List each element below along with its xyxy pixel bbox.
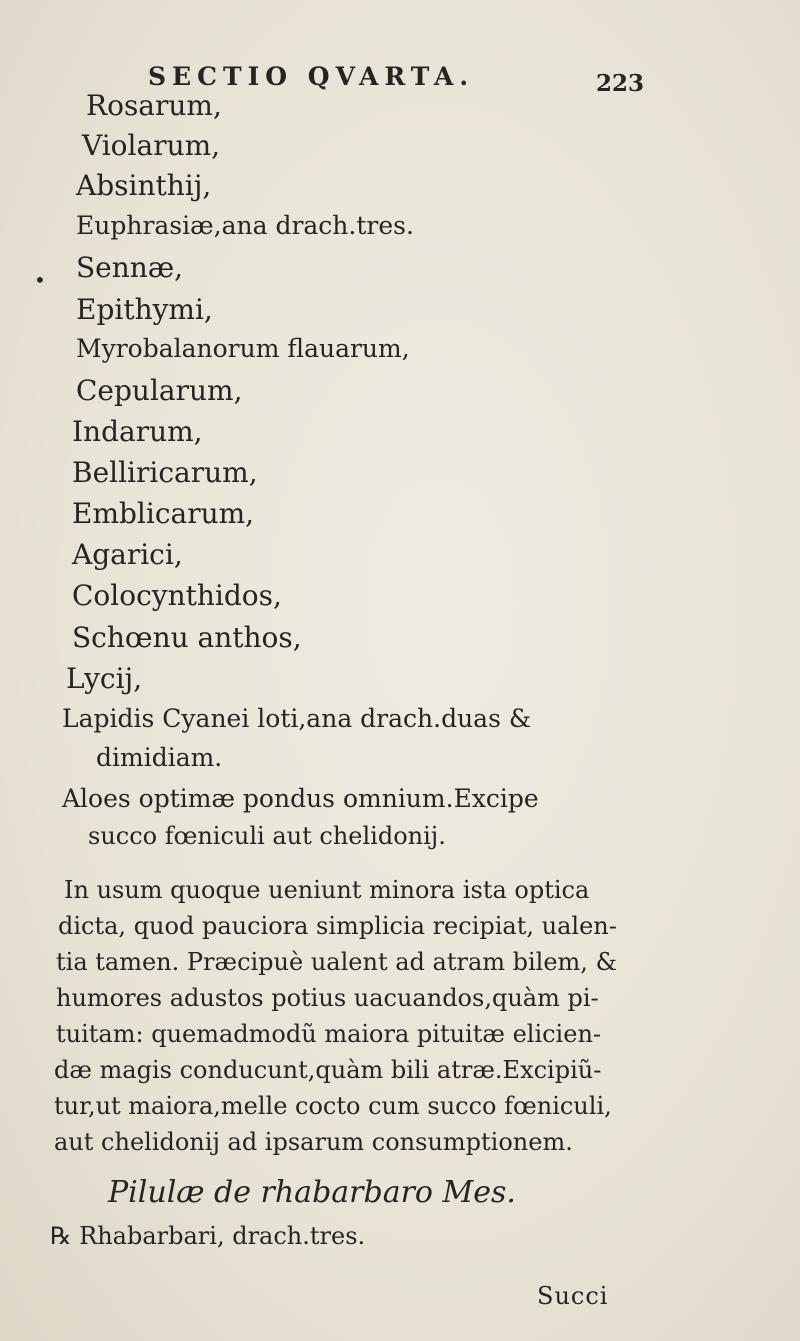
- ingredient-line: Lapidis Cyanei loti,ana drach.duas &: [62, 704, 532, 733]
- ingredient-line: Agarici,: [72, 538, 183, 571]
- page-number: 223: [596, 70, 645, 97]
- catchword: Succi: [537, 1282, 609, 1310]
- running-header: SECTIO QVARTA.: [148, 62, 475, 91]
- paragraph-line: tur,ut maiora,melle cocto cum succo fœniculi,: [54, 1092, 612, 1120]
- ingredient-line: Colocynthidos,: [72, 579, 282, 612]
- recipe-title: Pilulæ de rhabarbaro Mes.: [108, 1175, 516, 1210]
- ingredient-line: Euphrasiæ,ana drach.tres.: [76, 211, 414, 240]
- paragraph-line: dæ magis conducunt,quàm bili atræ.Excipiũ-: [54, 1056, 602, 1084]
- paragraph-line: tia tamen. Præcipuè ualent ad atram bilem, &: [56, 948, 617, 976]
- recipe-line: ℞ Rhabarbari, drach.tres.: [50, 1222, 366, 1250]
- ingredient-line: Epithymi,: [76, 293, 213, 326]
- ingredient-line: Lycij,: [66, 662, 143, 695]
- ingredient-line: Cepularum,: [76, 374, 243, 407]
- paragraph-line: dicta, quod pauciora simplicia recipiat, ualen-: [58, 912, 617, 940]
- ingredient-line: Violarum,: [82, 129, 221, 162]
- ingredient-line: Aloes optimæ pondus omnium.Excipe: [62, 784, 539, 813]
- ingredient-line: Rosarum,: [86, 89, 222, 122]
- paragraph-line: aut chelidonij ad ipsarum consumptionem.: [54, 1128, 573, 1156]
- ingredient-line: Belliricarum,: [72, 456, 258, 489]
- ingredient-line: Schœnu anthos,: [72, 621, 302, 654]
- ingredient-line: Emblicarum,: [72, 497, 255, 530]
- ingredient-line: Absinthij,: [76, 169, 212, 202]
- ingredient-line: succo fœniculi aut chelidonij.: [88, 822, 446, 850]
- paragraph-line: humores adustos potius uacuandos,quàm pi-: [56, 984, 599, 1012]
- paragraph-line: In usum quoque ueniunt minora ista optica: [64, 876, 590, 904]
- ingredient-line: Indarum,: [72, 415, 203, 448]
- paragraph-line: tuitam: quemadmodũ maiora pituitæ elicien-: [56, 1020, 602, 1048]
- ingredient-line: dimidiam.: [96, 743, 223, 772]
- ingredient-line: Myrobalanorum flauarum,: [76, 334, 410, 363]
- ingredient-line: Sennæ,: [76, 251, 184, 284]
- margin-bullet: •: [34, 268, 46, 292]
